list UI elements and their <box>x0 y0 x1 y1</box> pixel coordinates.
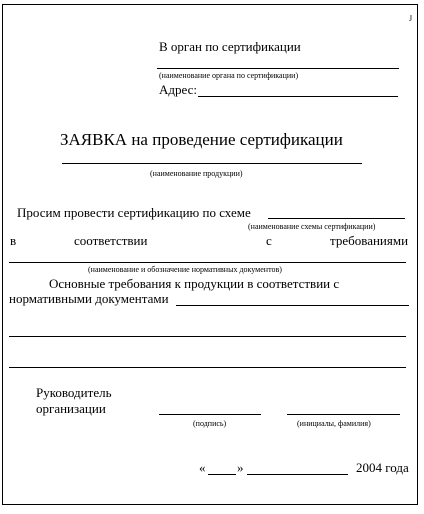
docs-line <box>9 262 406 263</box>
basic-req-line-tail <box>176 305 409 306</box>
sign-caption: (подпись) <box>193 419 227 428</box>
basic-req-line1: Основные требования к продукции в соответствии с <box>49 276 340 291</box>
corner-mark: J <box>409 14 413 23</box>
sign-line <box>159 414 261 415</box>
head-label-line1: Руководитель <box>36 385 112 400</box>
word-in: в <box>10 233 17 248</box>
name-line <box>287 414 400 415</box>
request-text: Просим провести сертификацию по схеме <box>17 205 251 220</box>
product-line <box>62 163 362 164</box>
date-month-line <box>247 474 348 475</box>
blank-line-1 <box>9 336 406 337</box>
word-accordance: соответствии <box>74 233 148 248</box>
word-requirements: требованиями <box>330 233 409 248</box>
word-with: с <box>266 233 272 248</box>
scheme-line <box>268 218 405 219</box>
name-caption: (инициалы, фамилия) <box>297 419 371 428</box>
authority-caption: (наименование органа по сертификации) <box>159 71 299 80</box>
product-caption: (наименование продукции) <box>150 169 243 178</box>
date-close-quote: » <box>237 460 244 475</box>
date-year: 2004 года <box>356 460 409 475</box>
date-open-quote: « <box>199 460 206 475</box>
blank-line-2 <box>9 367 406 368</box>
docs-caption: (наименование и обозначение нормативных документов) <box>88 265 282 274</box>
date-day-line <box>208 474 236 475</box>
basic-req-line2: нормативными документами <box>9 291 169 306</box>
page-title: ЗАЯВКА на проведение сертификации <box>60 130 343 149</box>
to-authority-text: В орган по сертификации <box>159 39 301 54</box>
authority-line <box>157 68 399 69</box>
address-label: Адрес: <box>159 82 197 97</box>
address-line <box>198 96 398 97</box>
scheme-caption: (наименование схемы сертификации) <box>248 222 376 231</box>
head-label-line2: организации <box>36 401 106 416</box>
